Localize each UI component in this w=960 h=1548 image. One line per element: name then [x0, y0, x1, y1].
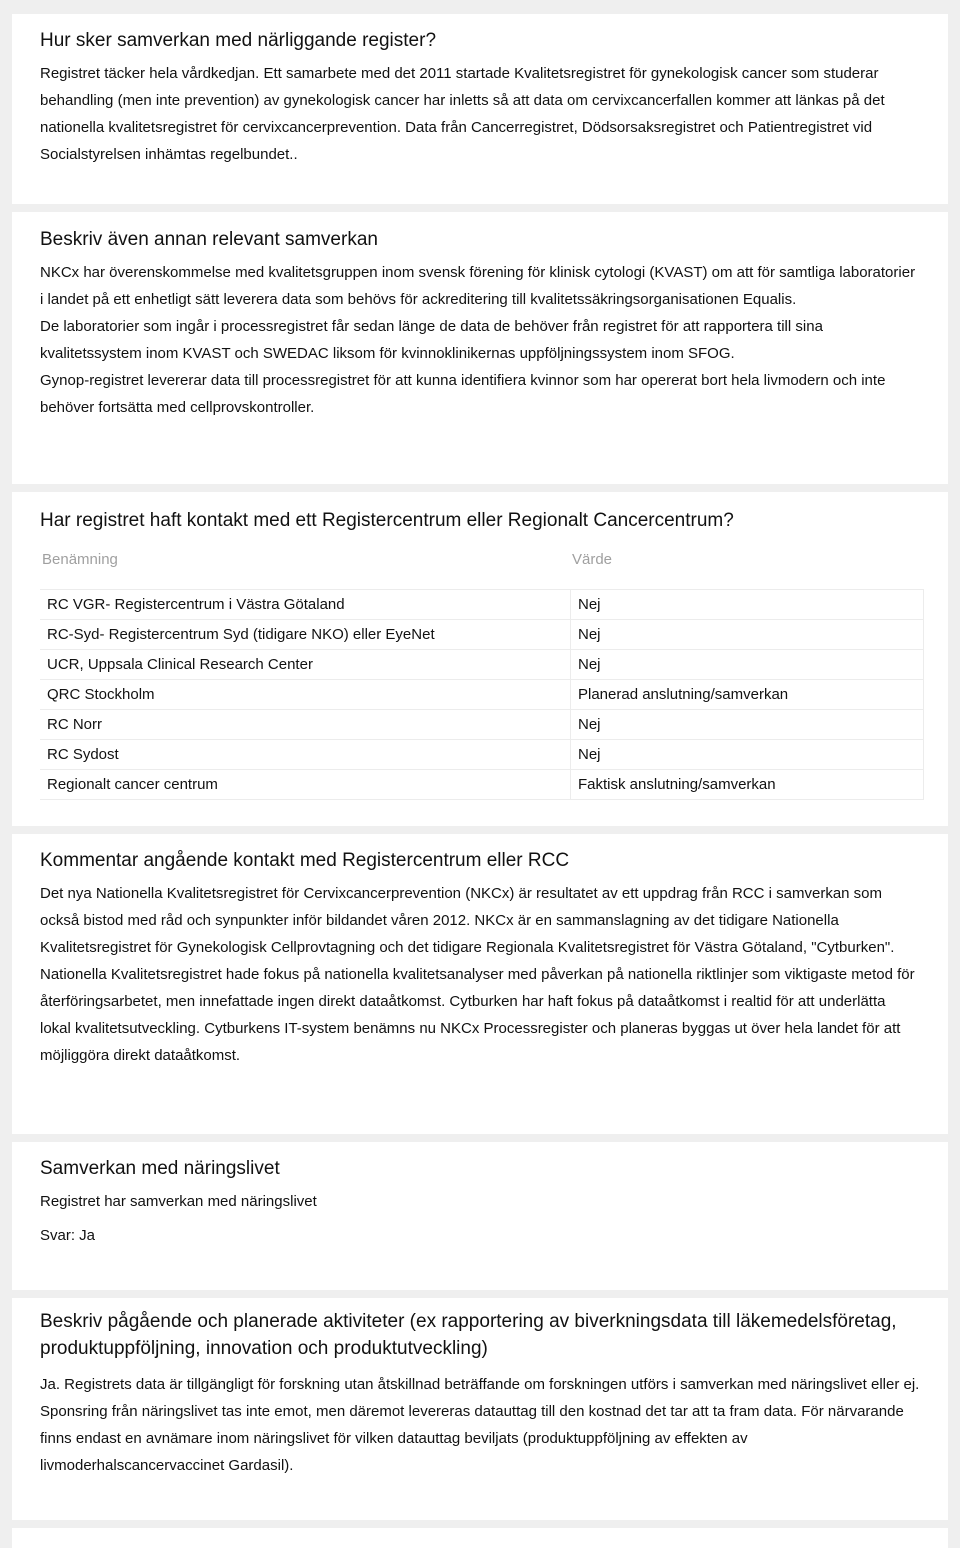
row-value: Planerad anslutning/samverkan	[571, 680, 924, 710]
section-answer: Svar: Ja	[40, 1227, 96, 1244]
row-value: Nej	[571, 710, 924, 740]
column-header-value: Värde	[572, 551, 613, 568]
section-other-cooperation	[12, 212, 948, 484]
row-value: Nej	[571, 590, 924, 620]
section-body: Det nya Nationella Kvalitetsregistret för Cervixcancerprevention (NKCx) är resultatet av ett uppdrag från RCC i samverkan som också bistod med råd och synpunkter inför bildandet våren 2012. NKCx är en sammanslagning av det tidigare Nationella Kvalitetsregistret för Gynekologisk Cellprovtagning och det tidigare Regionala Kvalitetsregistret för Västra Götaland, "Cytburken". Nationella Kvalitetsregistret hade fokus på nationella kvalitetsanalyser med påverkan på nationella riktlinjer som viktigaste metod för återföringsarbetet, men innefattade ingen direkt dataåtkomst. Cytburken har haft fokus på dataåtkomst i realtid för att underlätta lokal kvalitetsutveckling. Cytburkens IT-system benämns nu NKCx Processregister och planeras byggas ut över hela landet för att möjliggöra direkt dataåtkomst.	[40, 885, 915, 1064]
section-title: Har registret haft kontakt med ett Registercentrum eller Regionalt Cancercentrum?	[40, 510, 734, 531]
table-row	[40, 650, 924, 680]
row-name: QRC Stockholm	[40, 680, 571, 710]
table-row	[40, 590, 924, 620]
column-header-name: Benämning	[42, 551, 118, 568]
section-registry-contact	[12, 492, 948, 826]
table-header	[40, 551, 920, 571]
row-value: Nej	[571, 620, 924, 650]
section-activities	[12, 1298, 948, 1520]
section-next-partial	[12, 1528, 948, 1548]
table-row	[40, 740, 924, 770]
section-title: Beskriv även annan relevant samverkan	[40, 229, 378, 250]
section-title: Kommentar angående kontakt med Registercentrum eller RCC	[40, 850, 570, 871]
table-row	[40, 710, 924, 740]
row-name: RC Norr	[40, 710, 571, 740]
row-name: UCR, Uppsala Clinical Research Center	[40, 650, 571, 680]
section-integration	[12, 14, 948, 204]
row-name: RC VGR- Registercentrum i Västra Götaland	[40, 590, 571, 620]
section-body: Ja. Registrets data är tillgängligt för forskning utan åtskillnad beträffande om forskningen utförs i samverkan med näringslivet eller ej. Sponsring från näringslivet tas inte emot, men däremot levereras datauttag till den kostnad det tar att ta fram data. För närvarande finns endast en avnämare inom näringslivet för vilken datauttag beviljats (produktuppföljning av effekten av livmoderhalscancervaccinet Gardasil).	[40, 1376, 920, 1474]
section-paragraph: Gynop-registret levererar data till processregistret för att kunna identifiera kvinnor som har opererat bort hela livmodern och inte behöver fortsätta med cellprovskontroller.	[40, 372, 886, 416]
section-question: Registret har samverkan med näringslivet	[40, 1193, 317, 1210]
row-value: Faktisk anslutning/samverkan	[571, 770, 924, 800]
section-contact-comment	[12, 834, 948, 1134]
row-name: RC Sydost	[40, 740, 571, 770]
section-paragraph: NKCx har överenskommelse med kvalitetsgruppen inom svensk förening för klinisk cytologi (KVAST) om att för samtliga laboratorier i landet på ett enhetligt sätt leverera data som behövs för ackreditering till kvalitetssäkringsorganisationen Equalis.	[40, 264, 916, 308]
table-row	[40, 770, 924, 800]
row-name: RC-Syd- Registercentrum Syd (tidigare NKO) eller EyeNet	[40, 620, 571, 650]
table-row	[40, 620, 924, 650]
section-title: Hur sker samverkan med närliggande register?	[40, 30, 437, 51]
section-title: Samverkan med näringslivet	[40, 1158, 280, 1179]
section-paragraph: De laboratorier som ingår i processregistret får sedan länge de data de behöver från registret för att rapportera till sina kvalitetssystem inom KVAST och SWEDAC liksom för kvinnoklinikernas uppföljningssystem inom SFOG.	[40, 318, 823, 362]
row-value: Nej	[571, 740, 924, 770]
section-title: Beskriv pågående och planerade aktiviteter (ex rapportering av biverkningsdata till läkemedelsföretag, produktuppföljning, innovation och produktutveckling)	[40, 1311, 897, 1359]
registry-contact-table	[40, 589, 924, 800]
section-body: Registret täcker hela vårdkedjan. Ett samarbete med det 2011 startade Kvalitetsregistret för gynekologisk cancer som studerar behandling (men inte prevention) av gynekologisk cancer har inletts så att data om cervixcancerfallen kommer att länkas på det nationella kvalitetsregistret för cervixcancerprevention. Data från Cancerregistret, Dödsorsaksregistret och Patientregistret vid Socialstyrelsen inhämtas regelbundet..	[40, 65, 885, 163]
table-row	[40, 680, 924, 710]
row-name: Regionalt cancer centrum	[40, 770, 571, 800]
section-industry	[12, 1142, 948, 1290]
row-value: Nej	[571, 650, 924, 680]
